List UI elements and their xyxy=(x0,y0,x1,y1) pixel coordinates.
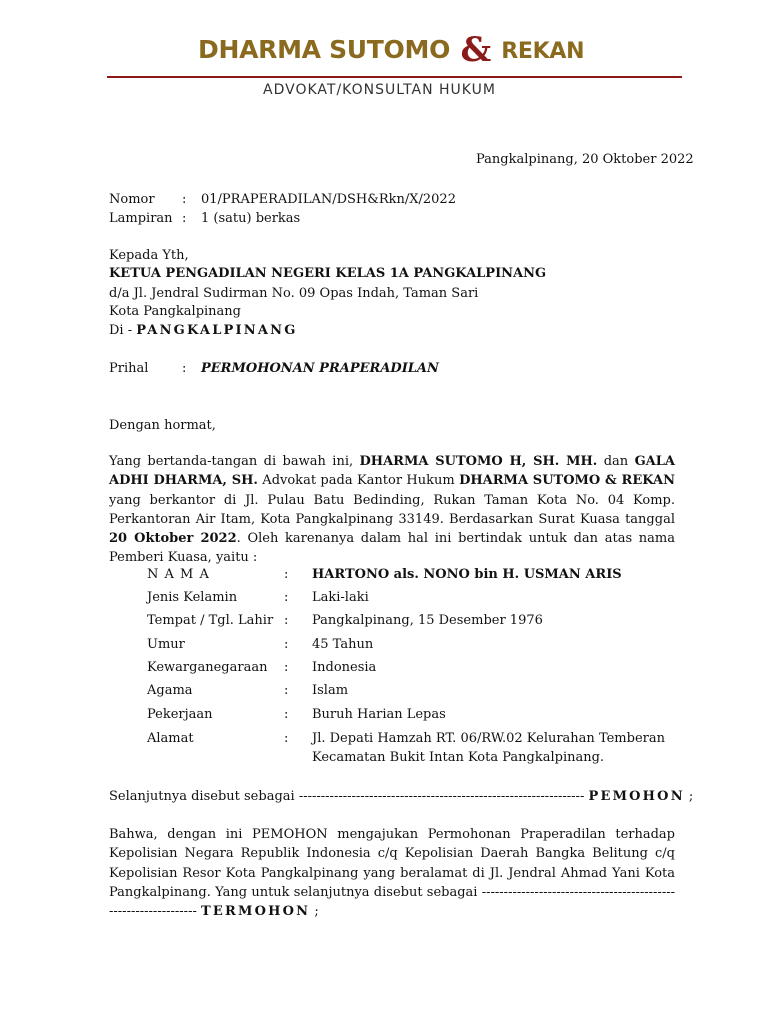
client-address-line-2: Kecamatan Bukit Intan Kota Pangkalpinang. xyxy=(312,750,605,765)
client-nationality-value: Indonesia xyxy=(312,660,377,675)
nomor-colon: : xyxy=(182,192,187,207)
lampiran-value: 1 (satu) berkas xyxy=(201,211,301,226)
client-nationality-label: Kewarganegaraan xyxy=(147,660,268,675)
client-gender-value: Laki-laki xyxy=(312,590,369,605)
nomor-label: Nomor xyxy=(109,192,155,207)
client-religion-label: Agama xyxy=(147,683,193,698)
client-gender-label: Jenis Kelamin xyxy=(147,590,238,605)
client-colon: : xyxy=(284,613,289,628)
intro-paragraph: Yang bertanda-tangan di bawah ini, DHARMA SUTOMO H, SH. MH. dan GALA ADHI DHARMA, SH. Advokat pada Kantor Hukum DHARMA SUTOMO & REKAN yang berkantor di Jl. Pulau Batu Bedinding, Rukan Taman Kota No. 04 Komp. Perkantoran Air Itam, Kota Pangkalpinang 33149. Berdasarkan Surat Kuasa tanggal 20 Oktober 2022. Oleh karenanya dalam hal ini bertindak untuk dan atas nama Pemberi Kuasa, yaitu : xyxy=(109,454,676,566)
subject-label: Prihal xyxy=(109,361,149,376)
client-address-label: Alamat xyxy=(147,731,194,746)
subject-colon: : xyxy=(182,361,187,376)
addressee-name: KETUA PENGADILAN NEGERI KELAS 1A PANGKALPINANG xyxy=(109,266,547,281)
termohon-paragraph: Bahwa, dengan ini PEMOHON mengajukan Permohonan Praperadilan terhadap Kepolisian Negara Republik Indonesia c/q Kepolisian Daerah Bangka Belitung c/q Kepolisian Resor Kota Pangkalpinang yang beralamat di Jl. Jendral Ahmad Yani Kota Pangkalpinang. Yang untuk selanjutnya disebut sebagai ---------------------------------------------------------------- TERMOHON ; xyxy=(109,827,675,920)
client-colon: : xyxy=(284,637,289,652)
date-line: Pangkalpinang, 20 Oktober 2022 xyxy=(476,152,694,167)
client-colon: : xyxy=(284,567,289,582)
lampiran-colon: : xyxy=(182,211,187,226)
subject-value: PERMOHONAN PRAPERADILAN xyxy=(201,361,439,376)
client-occupation-label: Pekerjaan xyxy=(147,707,213,722)
addressee-greeting: Kepada Yth, xyxy=(109,248,189,263)
addressee-address-2: Kota Pangkalpinang xyxy=(109,304,241,319)
pemohon-line: Selanjutnya disebut sebagai ----------------------------------------------------------------- PEMOHON ; xyxy=(109,789,694,804)
letterhead-divider xyxy=(107,76,682,78)
firm-subtitle: ADVOKAT/KONSULTAN HUKUM xyxy=(263,82,496,98)
client-age-value: 45 Tahun xyxy=(312,637,374,652)
client-colon: : xyxy=(284,660,289,675)
client-name-value: HARTONO als. NONO bin H. USMAN ARIS xyxy=(312,567,622,582)
client-birth-value: Pangkalpinang, 15 Desember 1976 xyxy=(312,613,543,628)
addressee-address-1: d/a Jl. Jendral Sudirman No. 09 Opas Indah, Taman Sari xyxy=(109,286,479,301)
firm-name: DHARMA SUTOMO & REKAN xyxy=(198,30,585,70)
client-name-label: N A M A xyxy=(147,567,210,582)
nomor-value: 01/PRAPERADILAN/DSH&Rkn/X/2022 xyxy=(201,192,456,207)
client-religion-value: Islam xyxy=(312,683,349,698)
ampersand-logo: & xyxy=(460,30,491,70)
client-birth-label: Tempat / Tgl. Lahir xyxy=(147,613,274,628)
client-age-label: Umur xyxy=(147,637,185,652)
client-address-line-1: Jl. Depati Hamzah RT. 06/RW.02 Kelurahan Temberan xyxy=(312,731,665,746)
salutation: Dengan hormat, xyxy=(109,418,216,433)
addressee-city: Di - PANGKALPINANG xyxy=(109,323,298,338)
client-colon: : xyxy=(284,707,289,722)
client-occupation-value: Buruh Harian Lepas xyxy=(312,707,446,722)
lampiran-label: Lampiran xyxy=(109,211,173,226)
client-colon: : xyxy=(284,683,289,698)
client-colon: : xyxy=(284,590,289,605)
client-colon: : xyxy=(284,731,289,746)
